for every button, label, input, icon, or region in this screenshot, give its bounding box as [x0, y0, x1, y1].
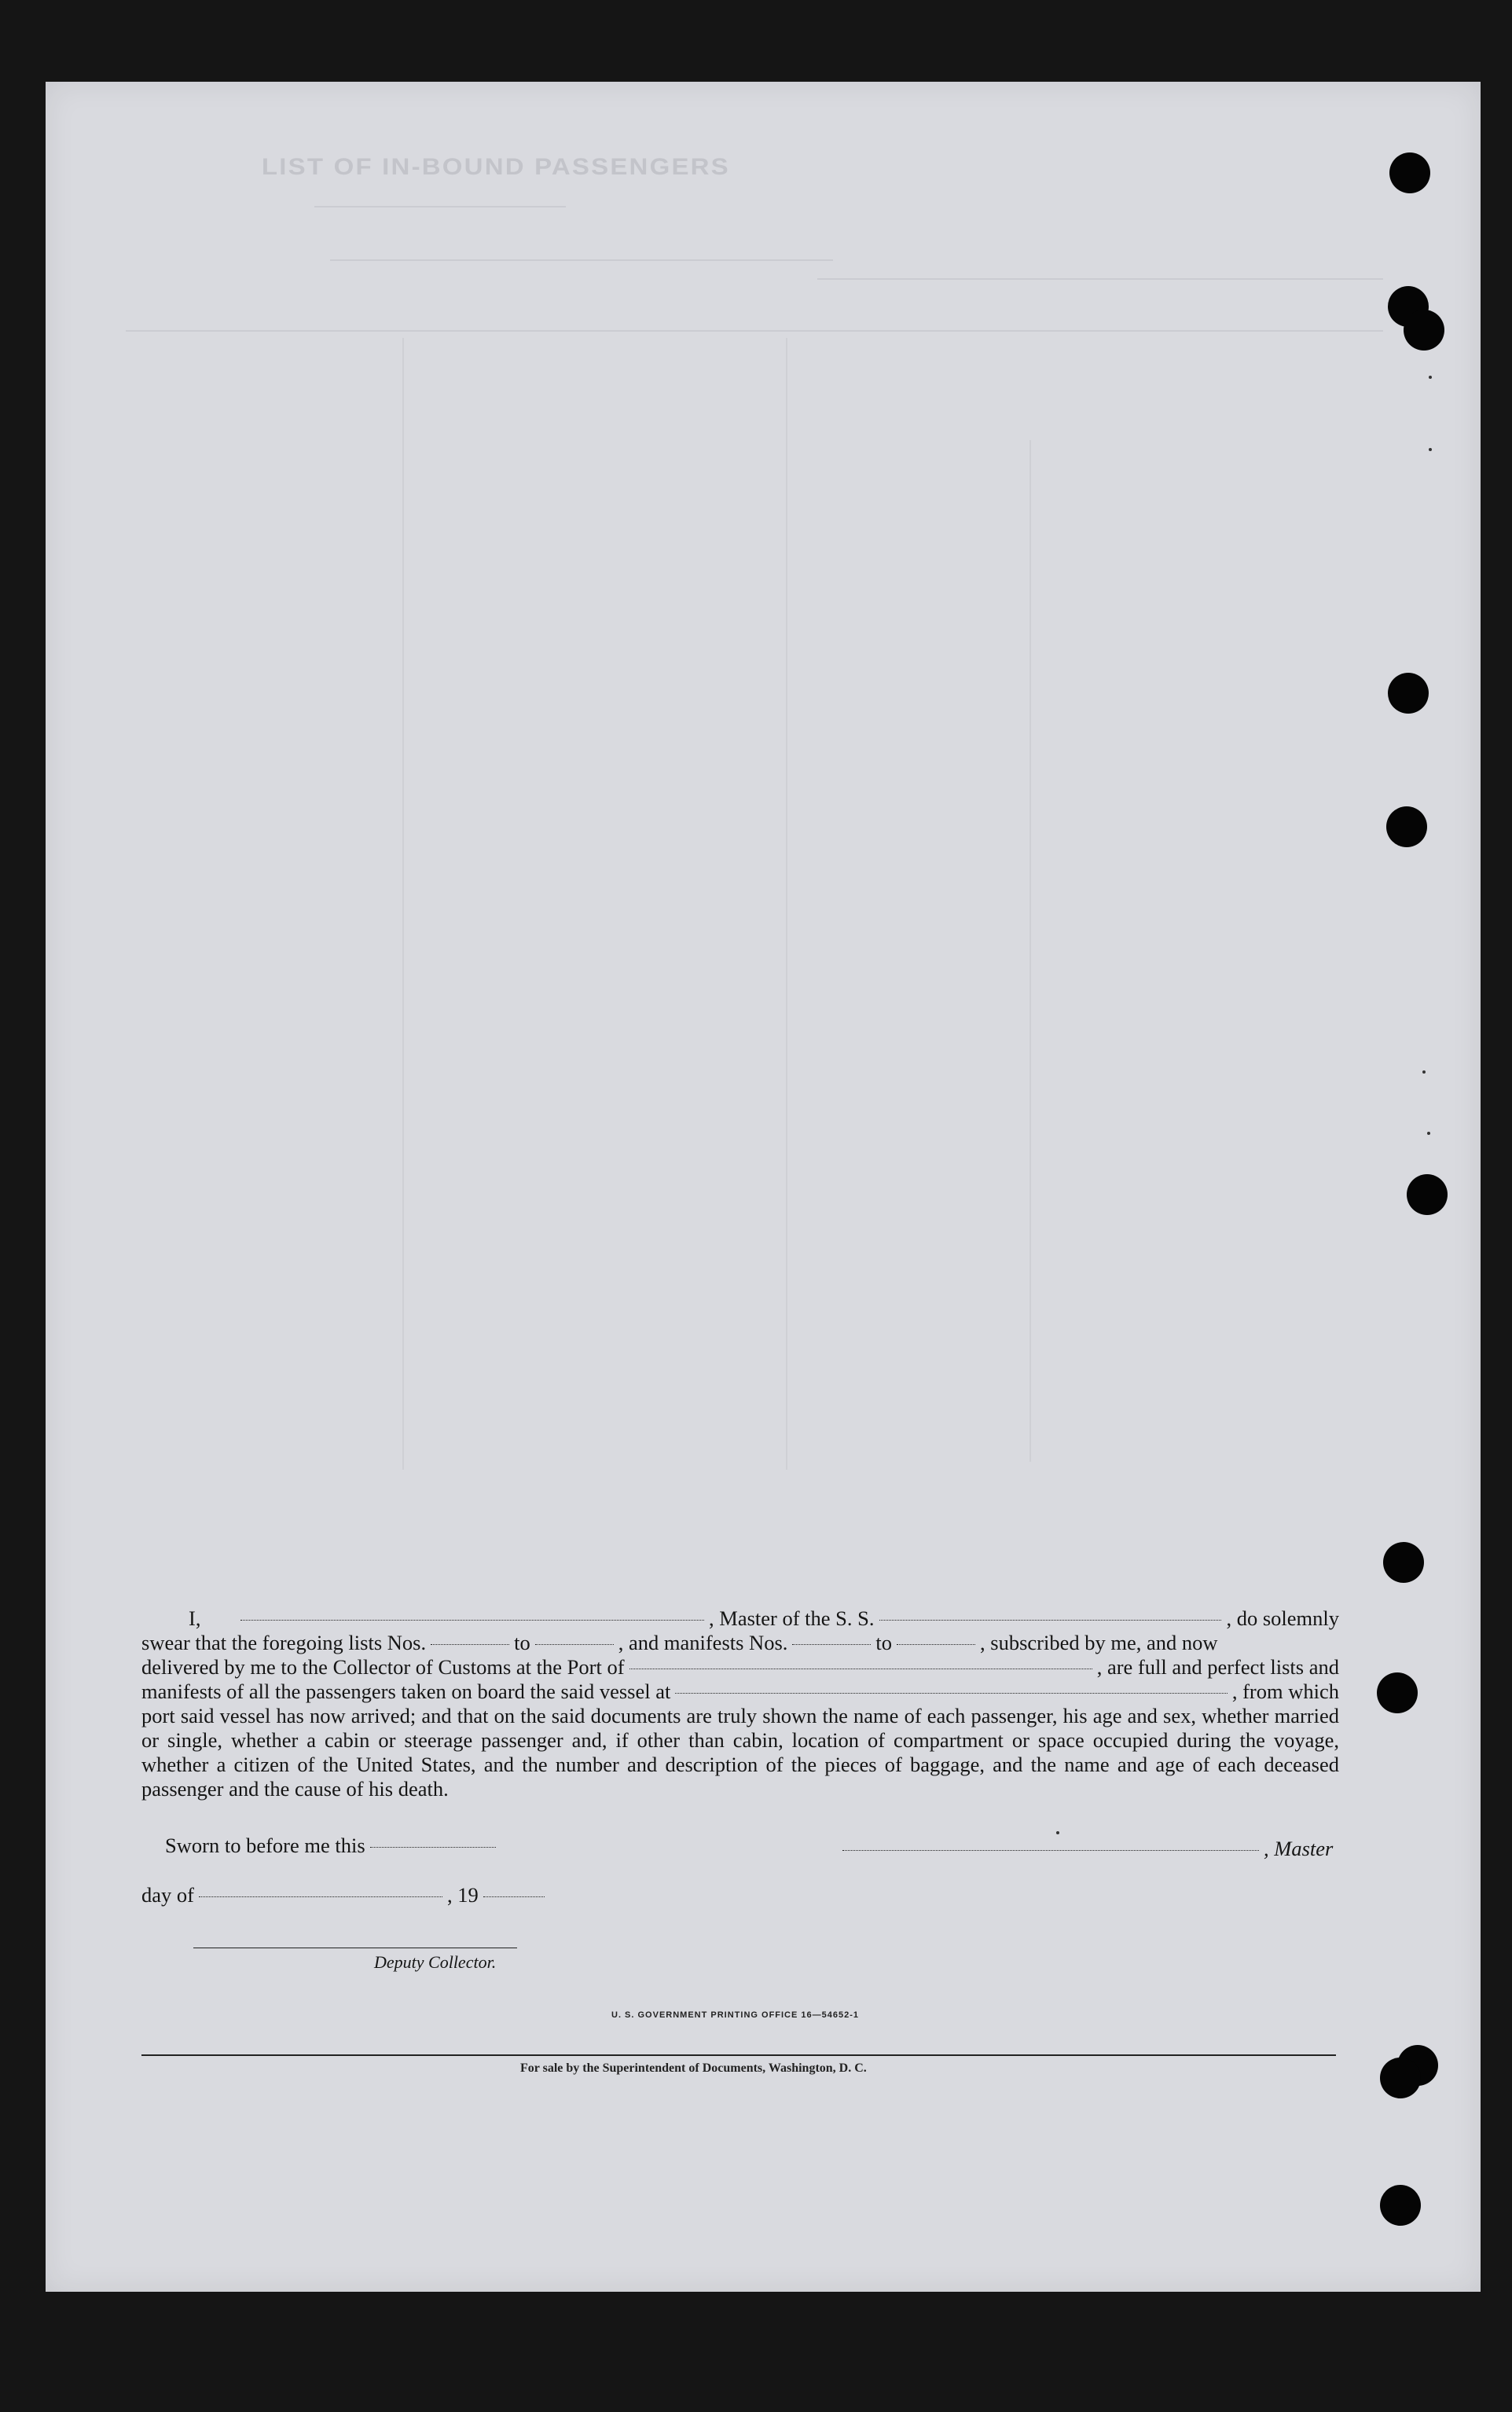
speck	[1427, 1132, 1430, 1135]
list-number-from-field[interactable]	[431, 1643, 509, 1645]
speck	[1429, 448, 1432, 451]
oath-statement	[141, 1606, 1339, 1801]
sworn-line: Sworn to before me this	[165, 1834, 501, 1858]
ghost-column-rule	[1029, 440, 1031, 1462]
printing-office-line: U. S. GOVERNMENT PRINTING OFFICE 16—54652-1	[611, 2010, 860, 2020]
ghost-rule	[817, 278, 1383, 280]
year-field[interactable]	[483, 1896, 545, 1897]
day-of-line: day of , 19	[141, 1883, 549, 1907]
speck	[1429, 376, 1432, 379]
binding-hole	[1389, 152, 1430, 193]
deputy-collector-label: Deputy Collector.	[374, 1952, 497, 1972]
manifest-number-from-field[interactable]	[792, 1643, 871, 1645]
binding-hole	[1383, 1542, 1424, 1583]
master-signature-line: , Master	[838, 1837, 1333, 1861]
binding-hole	[1380, 2058, 1421, 2098]
document-page	[46, 82, 1481, 2292]
binding-hole	[1377, 1672, 1418, 1713]
ghost-rule	[126, 330, 1383, 332]
binding-hole	[1388, 673, 1429, 714]
speck	[1056, 1831, 1059, 1834]
ghost-header-text: LIST OF IN-BOUND PASSENGERS	[261, 154, 730, 180]
oath-line: delivered by me to the Collector of Customs at the Port of , are full and perfect lists and	[141, 1655, 1339, 1679]
ghost-column-rule	[402, 338, 404, 1470]
ghost-column-rule	[786, 338, 787, 1470]
binding-hole	[1407, 1174, 1448, 1215]
oath-line: manifests of all the passengers taken on board the said vessel at , from which	[141, 1680, 1339, 1703]
oath-body-text: port said vessel has now arrived; and that on the said documents are truly shown the name of each passenger, his age and sex, whether married or single, whether a cabin or steerage passenger and, if other than cabin, location of compartment or space occupied during the voyage, whether a citizen of the United States, and the number and description of the pieces of baggage, and the name and age of each deceased passenger and the cause of his death.	[141, 1704, 1339, 1801]
manifest-number-to-field[interactable]	[897, 1643, 975, 1645]
oath-line: I, , Master of the S. S. , do solemnly	[189, 1606, 1339, 1630]
binding-hole	[1380, 2185, 1421, 2226]
master-name-field[interactable]	[240, 1619, 704, 1621]
binding-hole	[1386, 806, 1427, 847]
port-of-arrival-field[interactable]	[629, 1668, 1092, 1669]
footer-rule	[141, 2054, 1336, 2056]
speck	[1422, 1070, 1426, 1074]
ghost-rule	[330, 259, 833, 261]
list-number-to-field[interactable]	[535, 1643, 614, 1645]
master-signature-field[interactable]	[842, 1849, 1259, 1851]
ship-name-field[interactable]	[879, 1619, 1222, 1621]
for-sale-notice: For sale by the Superintendent of Documents, Washington, D. C.	[520, 2061, 867, 2075]
port-of-departure-field[interactable]	[675, 1692, 1228, 1694]
sworn-day-field[interactable]	[370, 1846, 496, 1848]
month-field[interactable]	[199, 1896, 442, 1897]
binding-hole	[1404, 310, 1444, 351]
ghost-rule	[314, 206, 566, 207]
oath-line: swear that the foregoing lists Nos. to , and manifests Nos. to , subscribed by me, and now	[141, 1631, 1218, 1654]
